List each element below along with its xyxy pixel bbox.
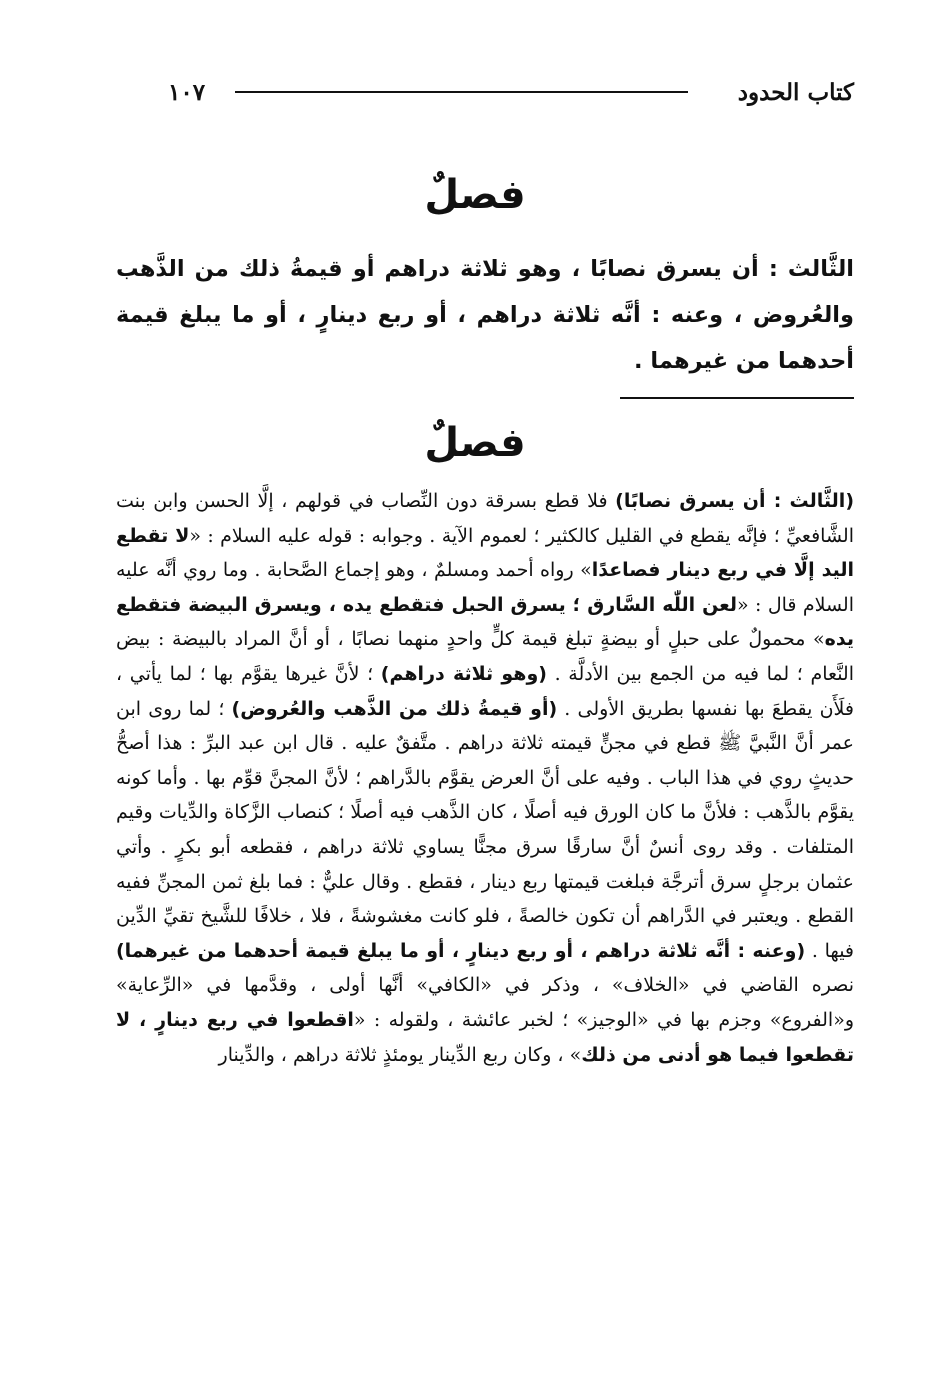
book-title: كتاب الحدود	[737, 78, 854, 106]
section-heading-2: فصلٌ	[424, 420, 526, 466]
commentary-segment: » رواه أحمد ومسلمٌ ، وهو إجماع الصَّحابة . وما روي أنَّه عليه السلام قال : «	[116, 559, 854, 616]
commentary-bold-segment: (وهو ثلاثة دراهم)	[380, 662, 547, 685]
commentary-bold-segment: (الثَّالث : أن يسرق نصابًا)	[615, 490, 854, 512]
commentary-bold-segment: اقطعوا في ربع دينارٍ ، لا تقطعوا فيما هو أدنى من ذلك	[116, 1008, 854, 1066]
header-rule	[235, 91, 688, 93]
commentary-text	[116, 484, 854, 1072]
section-heading-1: فصلٌ	[424, 172, 526, 218]
commentary-segment: » محمولٌ على حبلٍ أو بيضةٍ تبلغ قيمة كلٍّ واحدٍ منهما نصابًا ، أو أنَّ المراد بالبيضة : بيض النَّعام ؛ لما فيه من الجمع بين الأدلَّة .	[116, 628, 854, 685]
page-number: ١٠٧	[168, 78, 206, 106]
commentary-segment: نصره القاضي في «الخلاف» ، وذكر في «الكافي» أنَّها أولى ، وقدَّمها في «الرِّعاية» و«الفروع» وجزم بها في «الوجيز» ؛ لخبر عائشة ، ولقوله : «	[116, 974, 855, 1031]
commentary-bold-segment: (وعنه : أنَّه ثلاثة دراهم ، أو ربع دينارٍ ، أو ما يبلغ قيمة أحدهما من غيرهما)	[116, 939, 806, 962]
matn-divider	[620, 397, 854, 399]
commentary-segment: فلا قطع بسرقة دون النِّصاب في قولهم ، إلَّا الحسن وابن بنت الشَّافعيِّ ؛ فإنَّه يقطع في القليل كالكثير ؛ لعموم الآية . وجوابه : قوله عليه السلام : «	[116, 490, 854, 547]
commentary-bold-segment: لعن اللّٰه السَّارق ؛ يسرق الحبل فتقطع يده ، ويسرق البيضة فتقطع يده	[116, 593, 854, 651]
commentary-segment: ؛ لما روى ابن عمر أنَّ النَّبيَّ ﷺ قطع في مجنٍّ قيمته ثلاثة دراهم . متَّفقٌ عليه . قال ابن عبد البرِّ : هذا أصحُّ حديثٍ روي في هذا الباب . وفيه على أنَّ العرض يقوَّم بالدَّراهم ؛ لأنَّ المجنَّ قوِّم بها . وأما كونه يقوَّم بالذَّهب : فلأنَّ ما كان الورق فيه أصلًا ، كان الذَّهب فيه أصلًا ؛ كنصاب الزَّكاة والدِّيات وقيم المتلفات . وقد روى أنسٌ أنَّ سارقًا سرق مجنًّا يساوي ثلاثة دراهم ، فقطعه أبو بكرٍ . وأتي عثمان برجلٍ سرق أترجَّة فبلغت قيمتها ربع دينار ، فقطع . وقال عليٌّ : فما بلغ ثمن المجنِّ ففيه القطع . ويعتبر في الدَّراهم أن تكون خالصةً ، فلو كانت مغشوشةً ، فلا ، خلافًا للشَّيخ تقيِّ الدِّين فيها .	[116, 697, 855, 962]
main-text: الثَّالث : أن يسرق نصابًا ، وهو ثلاثة دراهم أو قيمةُ ذلك من الذَّهب والعُروض ، وعنه : أنَّه ثلاثة دراهم ، أو ربع دينارٍ ، أو ما يبلغ قيمة أحدهما من غيرهما .	[116, 256, 854, 374]
commentary-bold-segment: لا تقطع اليد إلَّا في ربع دينار فصاعدًا	[116, 524, 854, 582]
commentary-segment: » ، وكان ربع الدِّينار يومئذٍ ثلاثة دراهم ، والدِّينار	[218, 1043, 582, 1066]
commentary-bold-segment: (أو قيمةُ ذلك من الذَّهب والعُروض)	[231, 697, 558, 720]
commentary-segment: ؛ لأنَّ غيرها يقوَّم بها ؛ لما يأتي ، فلَأَن يقطعَ بها نفسها بطريق الأولى .	[116, 662, 854, 720]
page-header	[168, 72, 854, 112]
